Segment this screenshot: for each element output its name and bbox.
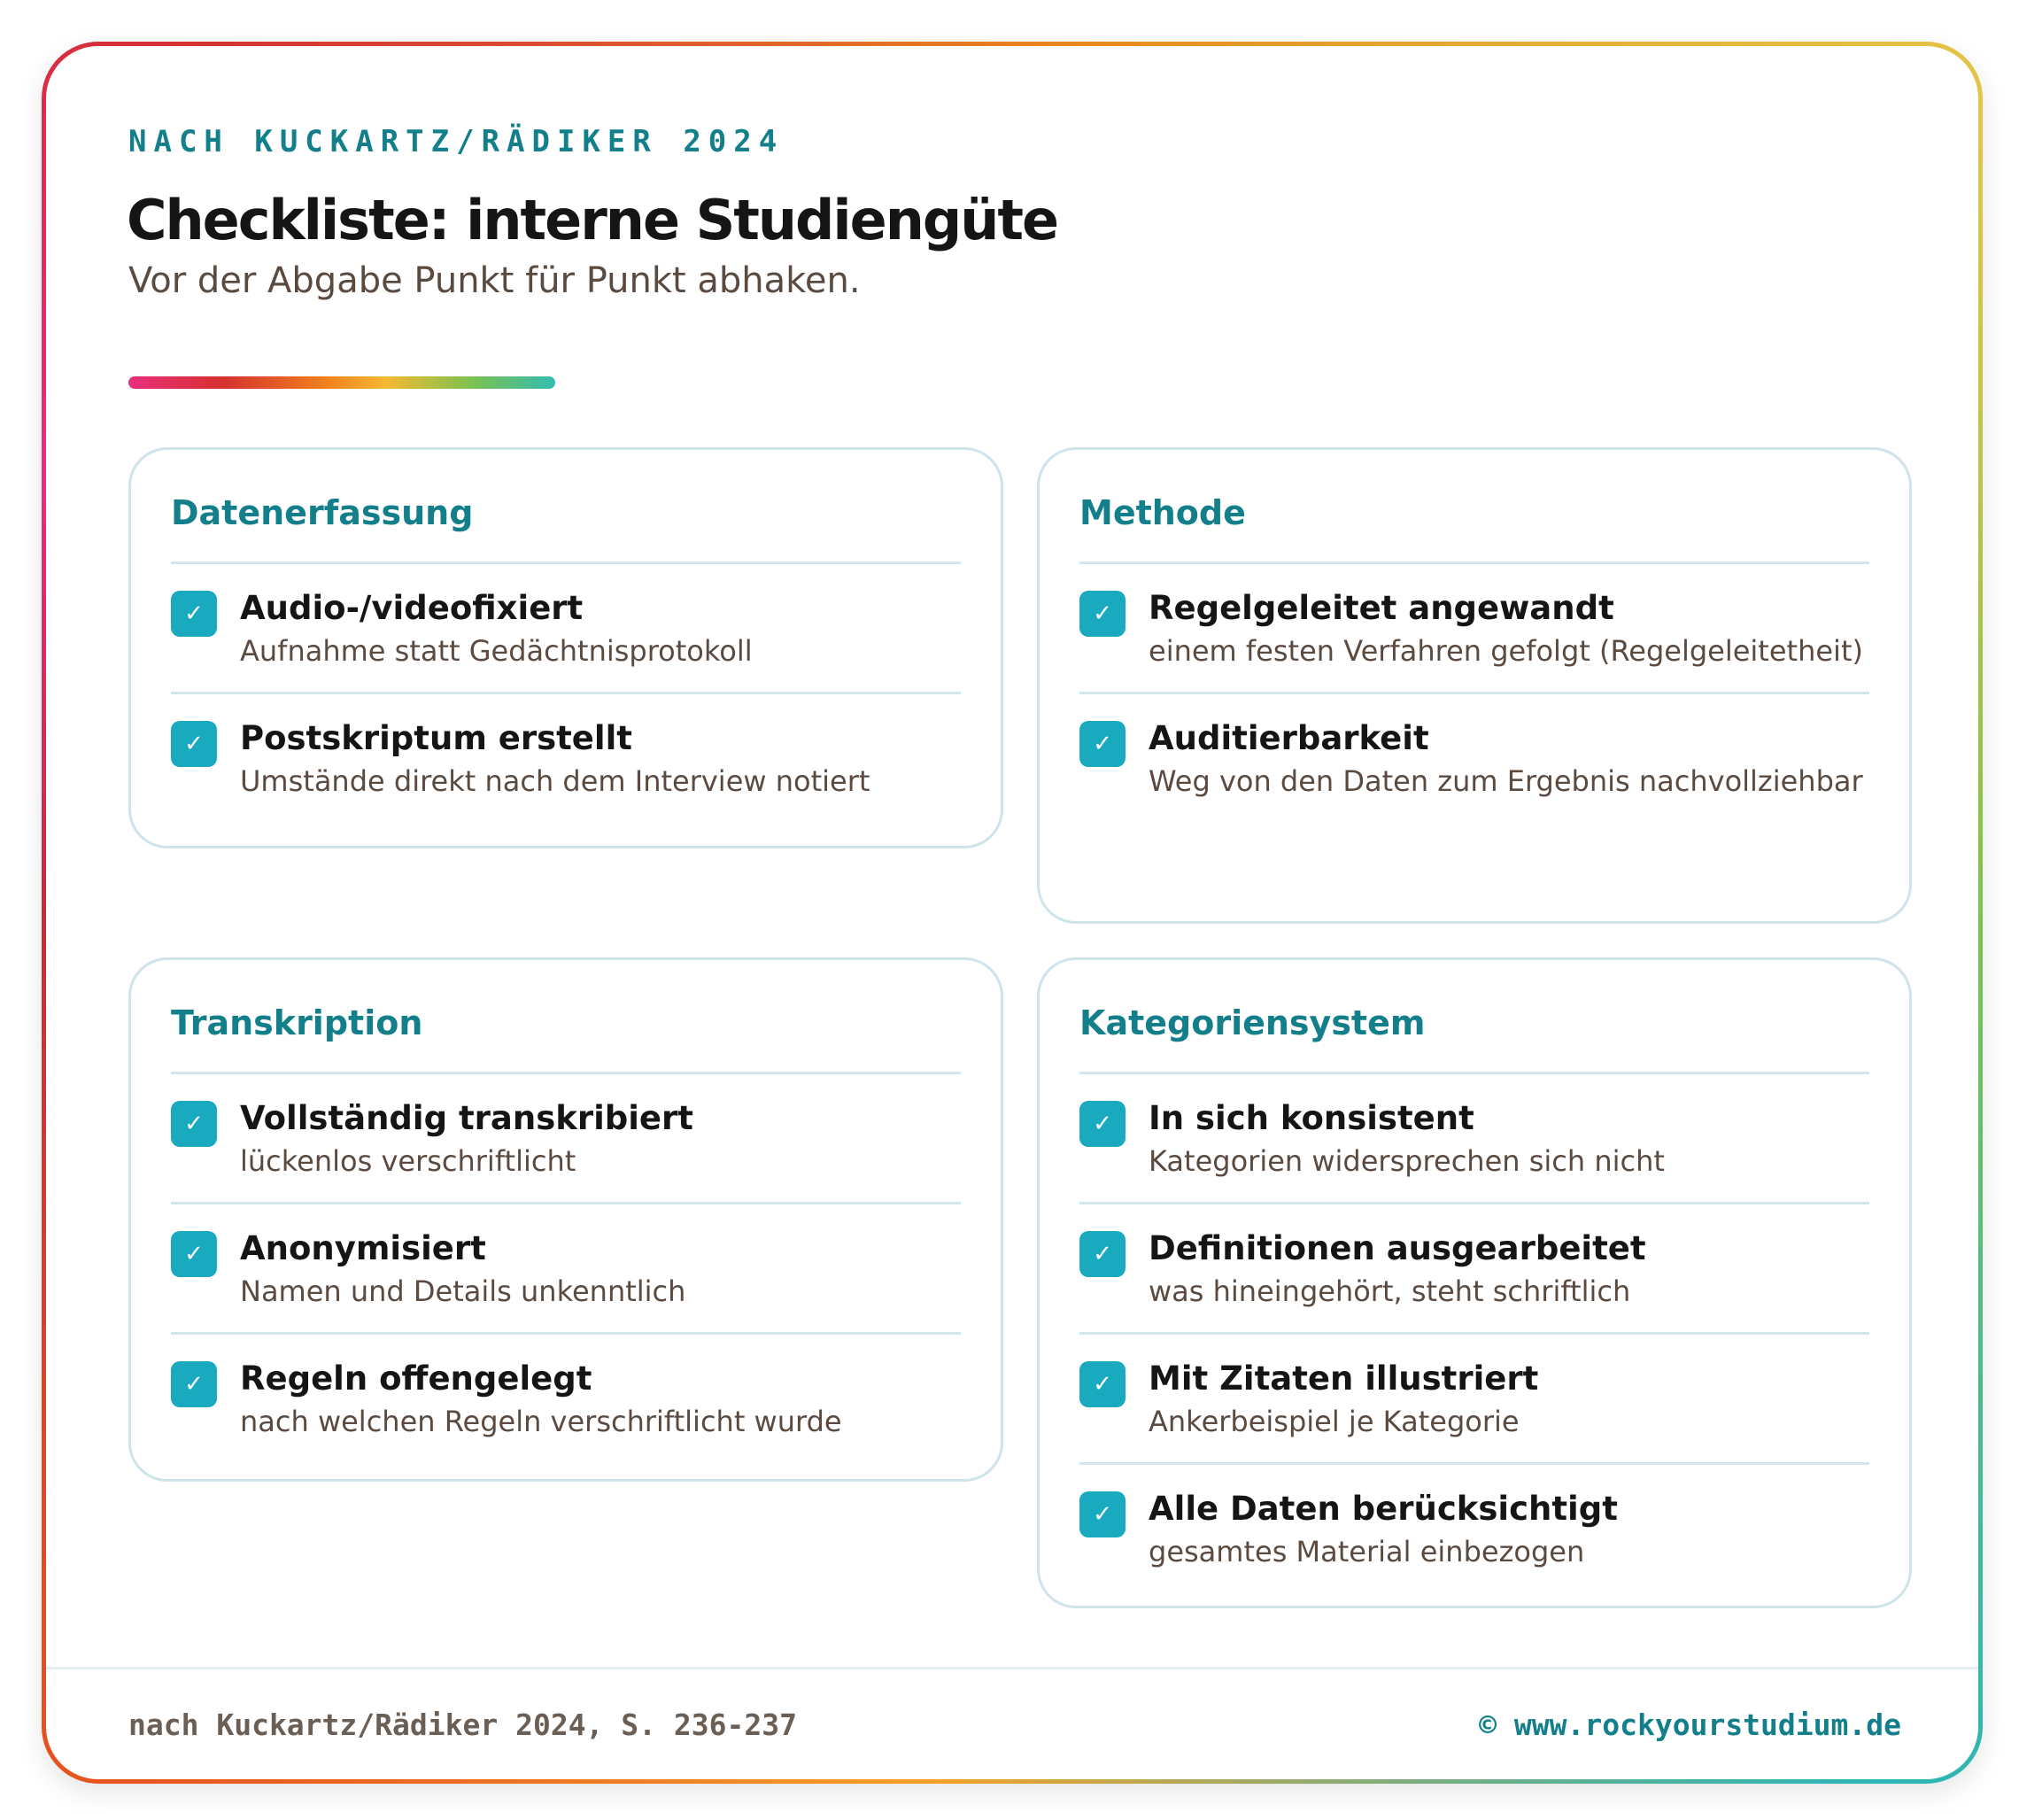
section-title: Datenerfassung	[171, 493, 474, 532]
checkbox-checked-icon[interactable]: ✓	[1079, 1361, 1126, 1407]
checklist-item	[1079, 1074, 1869, 1204]
checklist-item	[171, 1074, 961, 1204]
section-methode	[1037, 447, 1912, 924]
checkbox-checked-icon[interactable]: ✓	[171, 1101, 217, 1147]
item-title: Regeln offengelegt	[240, 1359, 592, 1398]
item-description: Umstände direkt nach dem Interview notiert	[240, 764, 870, 798]
card-frame	[42, 42, 1983, 1784]
checkbox-checked-icon[interactable]: ✓	[171, 721, 217, 767]
item-description: Aufnahme statt Gedächtnisprotokoll	[240, 634, 753, 668]
item-title: Mit Zitaten illustriert	[1149, 1359, 1539, 1398]
checkbox-checked-icon[interactable]: ✓	[1079, 721, 1126, 767]
item-title: Regelgeleitet angewandt	[1149, 589, 1614, 627]
footer-copyright-link[interactable]: © www.rockyourstudium.de	[1479, 1708, 1901, 1742]
footer-citation: nach Kuckartz/Rädiker 2024, S. 236-237	[128, 1708, 797, 1742]
item-description: einem festen Verfahren gefolgt (Regelgeleitetheit)	[1149, 634, 1863, 668]
item-title: Anonymisiert	[240, 1229, 486, 1267]
item-description: Ankerbeispiel je Kategorie	[1149, 1405, 1520, 1438]
checklist-items	[1079, 561, 1869, 822]
checklist-items	[171, 1072, 961, 1462]
item-description: lückenlos verschriftlicht	[240, 1144, 576, 1178]
eyebrow-source: NACH KUCKARTZ/RÄDIKER 2024	[128, 124, 785, 159]
page-subtitle: Vor der Abgabe Punkt für Punkt abhaken.	[128, 260, 861, 301]
item-description: nach welchen Regeln verschriftlicht wurde	[240, 1405, 842, 1438]
item-title: Auditierbarkeit	[1149, 719, 1429, 757]
checkbox-checked-icon[interactable]: ✓	[171, 591, 217, 637]
footer-divider	[46, 1667, 1978, 1669]
section-title: Kategoriensystem	[1079, 1003, 1426, 1042]
checklist-item	[171, 1335, 961, 1462]
checkbox-checked-icon[interactable]: ✓	[171, 1231, 217, 1277]
checkbox-checked-icon[interactable]: ✓	[1079, 591, 1126, 637]
checklist-items	[171, 561, 961, 822]
checklist-item	[1079, 694, 1869, 822]
checkbox-checked-icon[interactable]: ✓	[1079, 1231, 1126, 1277]
gradient-accent-bar	[128, 376, 555, 389]
item-title: Vollständig transkribiert	[240, 1099, 693, 1137]
checkbox-checked-icon[interactable]: ✓	[1079, 1491, 1126, 1537]
checklist-item	[171, 694, 961, 822]
item-title: In sich konsistent	[1149, 1099, 1474, 1137]
checklist-card	[46, 46, 1978, 1779]
section-title: Methode	[1079, 493, 1246, 532]
item-description: gesamtes Material einbezogen	[1149, 1535, 1585, 1568]
section-title: Transkription	[171, 1003, 423, 1042]
item-description: Kategorien widersprechen sich nicht	[1149, 1144, 1665, 1178]
item-title: Audio-/videofixiert	[240, 589, 584, 627]
page-title: Checkliste: interne Studiengüte	[127, 188, 1058, 252]
section-transkription	[128, 957, 1003, 1482]
item-description: Weg von den Daten zum Ergebnis nachvollziehbar	[1149, 764, 1863, 798]
checklist-item	[1079, 564, 1869, 694]
checklist-items	[1079, 1072, 1869, 1592]
item-title: Postskriptum erstellt	[240, 719, 632, 757]
checkbox-checked-icon[interactable]: ✓	[1079, 1101, 1126, 1147]
checkbox-checked-icon[interactable]: ✓	[171, 1361, 217, 1407]
checklist-item	[1079, 1465, 1869, 1592]
item-description: Namen und Details unkenntlich	[240, 1274, 686, 1308]
checklist-item	[1079, 1335, 1869, 1465]
checklist-item	[1079, 1204, 1869, 1335]
item-description: was hineingehört, steht schriftlich	[1149, 1274, 1631, 1308]
checklist-item	[171, 564, 961, 694]
checklist-item	[171, 1204, 961, 1335]
section-datenerfassung	[128, 447, 1003, 848]
item-title: Alle Daten berücksichtigt	[1149, 1490, 1618, 1528]
section-kategoriensystem	[1037, 957, 1912, 1608]
item-title: Definitionen ausgearbeitet	[1149, 1229, 1646, 1267]
